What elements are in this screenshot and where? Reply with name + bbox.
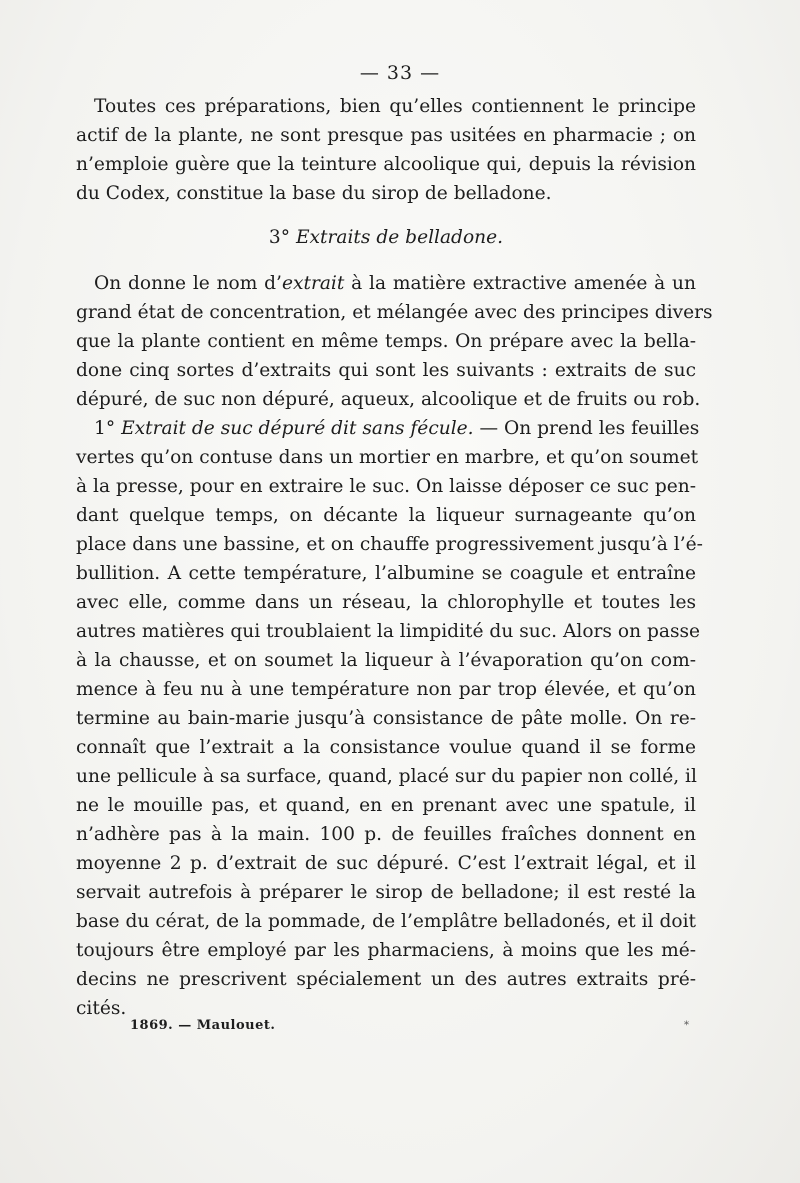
text-line: grand état de concentration, et mélangée avec des principes divers bbox=[76, 302, 713, 323]
text-line: à la presse, pour en extraire le suc. On laisse déposer ce suc pen- bbox=[76, 476, 696, 497]
text-line: moyenne 2 p. d’extrait de suc dépuré. C’est l’extrait légal, et il bbox=[76, 853, 696, 874]
section-title: Extraits de belladone. bbox=[295, 227, 504, 248]
section-number: 3° bbox=[268, 227, 291, 248]
body-text bbox=[76, 92, 713, 1023]
text-run: — On prend les feuilles bbox=[473, 418, 700, 439]
text-line: cités. bbox=[76, 998, 127, 1019]
text-line: mence à feu nu à une température non par trop élevée, et qu’on bbox=[76, 679, 696, 700]
text-line bbox=[76, 414, 700, 443]
item-number: 1° bbox=[94, 418, 116, 439]
text-run: à la matière extractive amenée à un bbox=[344, 273, 696, 294]
text-line: done cinq sortes d’extraits qui sont les suivants : extraits de suc bbox=[76, 360, 696, 381]
text-line: bullition. A cette température, l’albumine se coagule et entraîne bbox=[76, 563, 696, 584]
text-line: Toutes ces préparations, bien qu’elles contiennent le principe bbox=[94, 96, 696, 117]
text-line: autres matières qui troublaient la limpidité du suc. Alors on passe bbox=[76, 621, 701, 642]
text-line: connaît que l’extrait a la consistance voulue quand il se forme bbox=[76, 737, 696, 758]
paragraph-3 bbox=[76, 414, 703, 1023]
text-line: dant quelque temps, on décante la liqueur surnageante qu’on bbox=[76, 505, 696, 526]
printer-signature: 1869. — Maulouet. bbox=[130, 1018, 276, 1033]
text-line: vertes qu’on contuse dans un mortier en marbre, et qu’on soumet bbox=[76, 447, 699, 468]
text-line: termine au bain-marie jusqu’à consistance de pâte molle. On re- bbox=[76, 708, 696, 729]
text-line: base du cérat, de la pommade, de l’emplâtre belladonés, et il doit bbox=[76, 911, 696, 932]
text-line: servait autrefois à préparer le sirop de belladone; il est resté la bbox=[76, 882, 696, 903]
section-heading bbox=[76, 223, 696, 252]
text-line: à la chausse, et on soumet la liqueur à l’évaporation qu’on com- bbox=[76, 650, 696, 671]
page-number: — 33 — bbox=[359, 62, 441, 84]
text-line: n’adhère pas à la main. 100 p. de feuilles fraîches donnent en bbox=[76, 824, 696, 845]
text-run: On donne le nom d’ bbox=[94, 273, 282, 294]
paragraph-1 bbox=[76, 92, 696, 208]
text-line: du Codex, constitue la base du sirop de belladone. bbox=[76, 183, 552, 204]
italic-subheading: Extrait de suc dépuré dit sans fécule. bbox=[121, 418, 474, 439]
text-line bbox=[76, 269, 696, 298]
text-line: actif de la plante, ne sont presque pas usitées en pharmacie ; on bbox=[76, 125, 696, 146]
text-line: toujours être employé par les pharmaciens, à moins que les mé- bbox=[76, 940, 696, 961]
italic-term: extrait bbox=[281, 273, 345, 294]
text-line: decins ne prescrivent spécialement un des autres extraits pré- bbox=[76, 969, 696, 990]
text-line: une pellicule à sa surface, quand, placé sur du papier non collé, il bbox=[76, 766, 697, 787]
text-line: dépuré, de suc non dépuré, aqueux, alcoolique et de fruits ou rob. bbox=[76, 389, 701, 410]
text-line: place dans une bassine, et on chauffe progressivement jusqu’à l’é- bbox=[76, 534, 703, 555]
text-line: ne le mouille pas, et quand, en en prenant avec une spatule, il bbox=[76, 795, 696, 816]
text-line: avec elle, comme dans un réseau, la chlorophylle et toutes les bbox=[76, 592, 696, 613]
paragraph-2 bbox=[76, 269, 713, 414]
footer-mark: * bbox=[684, 1020, 689, 1031]
text-line: n’emploie guère que la teinture alcoolique qui, depuis la révision bbox=[76, 154, 696, 175]
text-line: que la plante contient en même temps. On prépare avec la bella- bbox=[76, 331, 696, 352]
